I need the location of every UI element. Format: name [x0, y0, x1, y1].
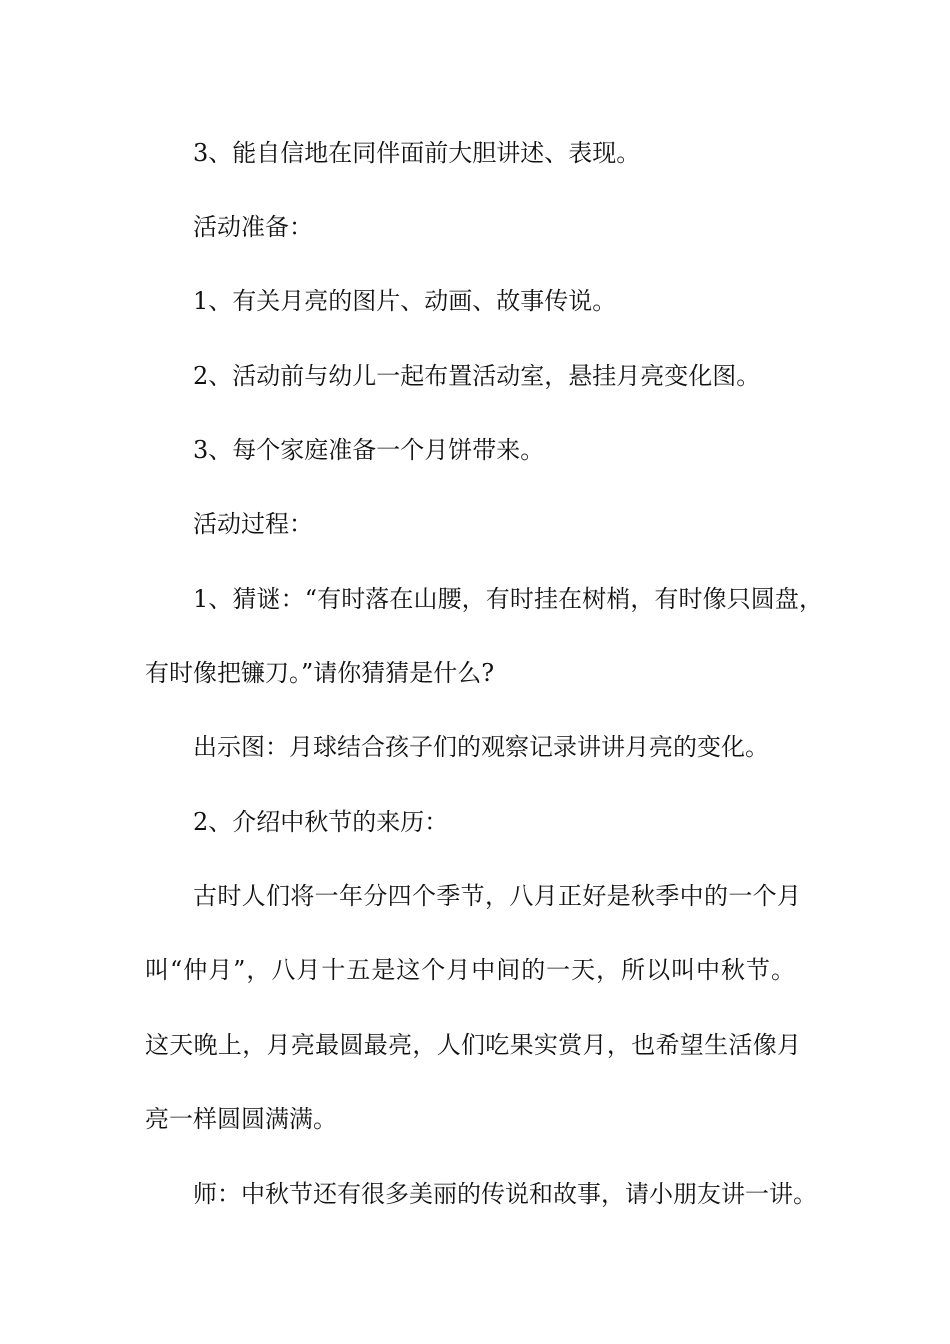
preparation-item-2: 2、活动前与幼儿一起布置活动室，悬挂月亮变化图。 [193, 362, 761, 390]
origin-paragraph-line-1: 古时人们将一年分四个季节，八月正好是秋季中的一个月 [193, 882, 801, 910]
process-item-1-line-1: 1、猜谜：“有时落在山腰，有时挂在树梢，有时像只圆盘， [193, 585, 823, 613]
origin-paragraph-line-2: 叫“仲月”，八月十五是这个月中间的一天，所以叫中秋节。 [145, 956, 795, 984]
teacher-remark: 师：中秋节还有很多美丽的传说和故事，请小朋友讲一讲。 [193, 1180, 817, 1208]
preparation-item-1: 1、有关月亮的图片、动画、故事传说。 [193, 287, 617, 315]
section-heading-preparation: 活动准备： [193, 213, 313, 241]
goal-item-3: 3、能自信地在同伴面前大胆讲述、表现。 [193, 139, 641, 167]
picture-description: 出示图：月球结合孩子们的观察记录讲讲月亮的变化。 [193, 733, 769, 761]
preparation-item-3: 3、每个家庭准备一个月饼带来。 [193, 436, 545, 464]
origin-paragraph-line-3: 这天晚上，月亮最圆最亮，人们吃果实赏月，也希望生活像月 [145, 1031, 801, 1059]
process-item-2: 2、介绍中秋节的来历： [193, 808, 449, 836]
origin-paragraph-line-4: 亮一样圆圆满满。 [145, 1105, 337, 1133]
section-heading-process: 活动过程： [193, 510, 313, 538]
process-item-1-line-2: 有时像把镰刀。”请你猜猜是什么? [145, 659, 495, 687]
